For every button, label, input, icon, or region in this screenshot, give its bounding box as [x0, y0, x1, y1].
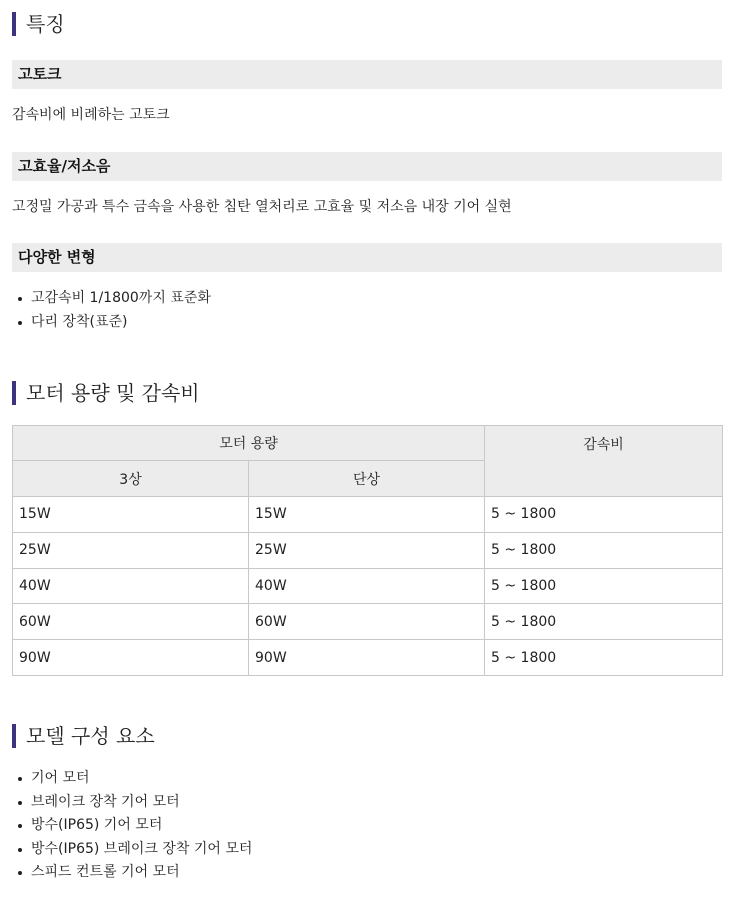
table-row — [13, 604, 723, 640]
section-title-features: 특징 — [12, 12, 65, 36]
header-single-phase: 단상 — [249, 461, 485, 497]
section-title-capacity: 모터 용량 및 감속비 — [12, 381, 200, 405]
cell-three-phase: 25W — [13, 532, 249, 568]
list-item: 다리 장착(표준) — [0, 311, 211, 335]
cell-three-phase: 15W — [13, 497, 249, 533]
header-ratio: 감속비 — [485, 426, 723, 497]
table-row — [13, 640, 723, 676]
list-item: 기어 모터 — [0, 767, 252, 791]
cell-three-phase: 90W — [13, 640, 249, 676]
cell-ratio: 5 ~ 1800 — [485, 568, 723, 604]
cell-single-phase: 25W — [249, 532, 485, 568]
cell-single-phase: 90W — [249, 640, 485, 676]
cell-three-phase: 40W — [13, 568, 249, 604]
variants-list — [0, 287, 211, 334]
cell-ratio: 5 ~ 1800 — [485, 604, 723, 640]
components-list — [0, 767, 252, 885]
cell-three-phase: 60W — [13, 604, 249, 640]
list-item: 방수(IP65) 기어 모터 — [0, 814, 252, 838]
efficiency-text: 고정밀 가공과 특수 금속을 사용한 침탄 열처리로 고효율 및 저소음 내장 기어 실현 — [12, 199, 512, 215]
section-title-components: 모델 구성 요소 — [12, 724, 155, 748]
list-item: 고감속비 1/1800까지 표준화 — [0, 287, 211, 311]
cell-single-phase: 40W — [249, 568, 485, 604]
list-item: 브레이크 장착 기어 모터 — [0, 791, 252, 815]
cell-single-phase: 15W — [249, 497, 485, 533]
high-torque-text: 감속비에 비례하는 고토크 — [12, 107, 170, 123]
header-three-phase: 3상 — [13, 461, 249, 497]
cell-ratio: 5 ~ 1800 — [485, 497, 723, 533]
subheading-variants: 다양한 변형 — [12, 243, 722, 272]
list-item: 방수(IP65) 브레이크 장착 기어 모터 — [0, 838, 252, 862]
subheading-high-torque: 고토크 — [12, 60, 722, 89]
table-row — [13, 532, 723, 568]
cell-single-phase: 60W — [249, 604, 485, 640]
cell-ratio: 5 ~ 1800 — [485, 532, 723, 568]
table-row — [13, 497, 723, 533]
cell-ratio: 5 ~ 1800 — [485, 640, 723, 676]
table-row — [13, 568, 723, 604]
list-item: 스피드 컨트롤 기어 모터 — [0, 861, 252, 885]
capacity-table — [12, 425, 723, 676]
header-motor-capacity: 모터 용량 — [13, 426, 485, 461]
subheading-efficiency: 고효율/저소음 — [12, 152, 722, 181]
